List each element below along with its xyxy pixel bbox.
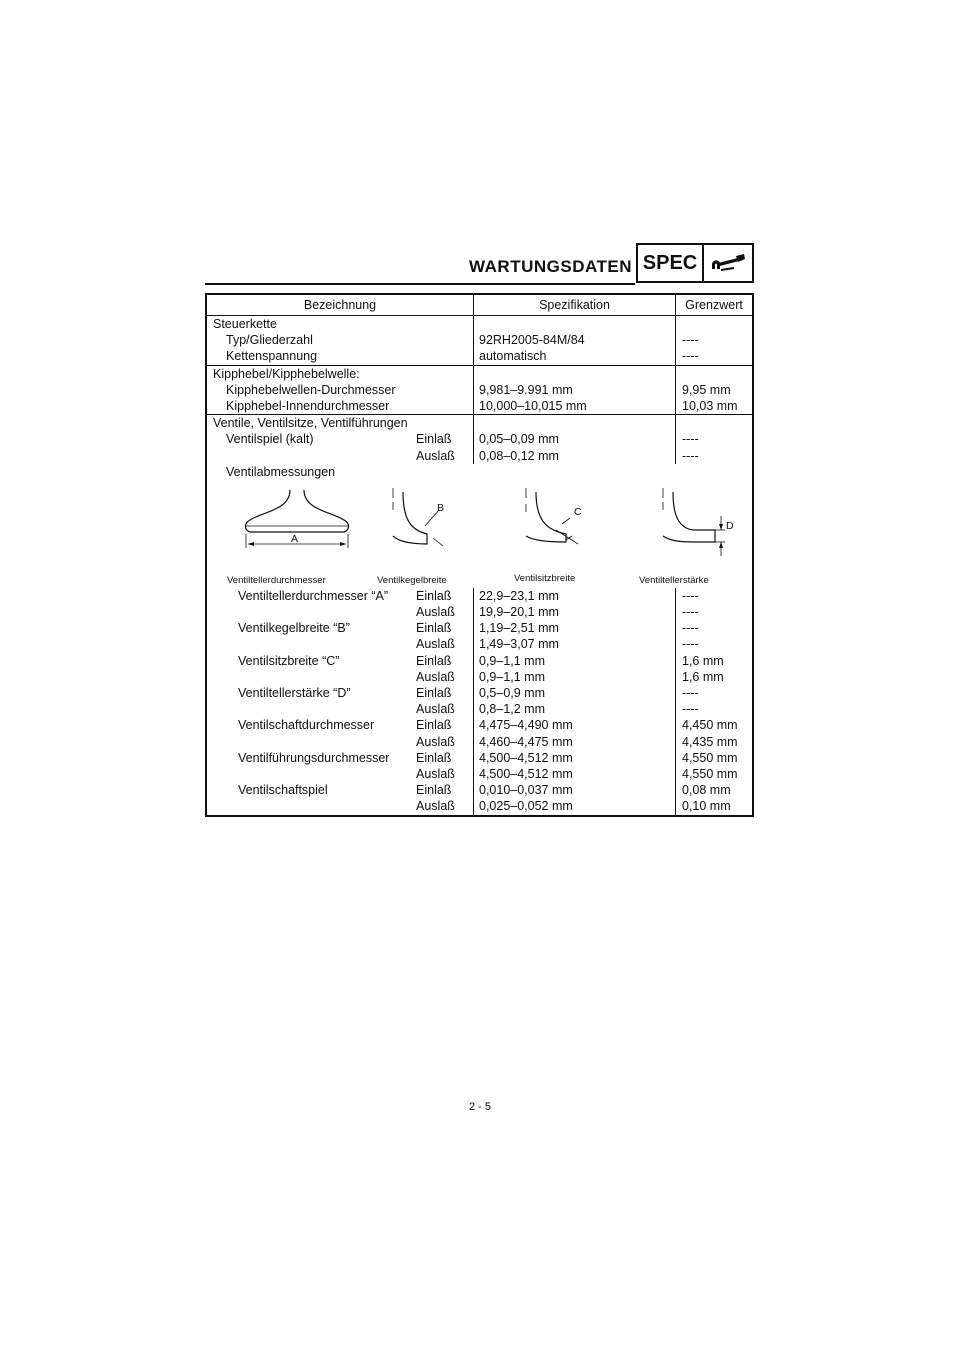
- table-row: Ventilschaftdurchmesser Einlaß 4,475–4,490 mm 4,450 mm: [207, 717, 752, 733]
- spec-badge: [636, 243, 754, 283]
- table-row: Ventilführungsdurchmesser Einlaß 4,500–4,512 mm 4,550 mm: [207, 750, 752, 766]
- table-row: Auslaß 0,9–1,1 mm 1,6 mm: [207, 669, 752, 685]
- dimension-letter: A: [291, 532, 299, 545]
- table-row: Auslaß 19,9–20,1 mm ----: [207, 604, 752, 620]
- table-header: [207, 295, 752, 316]
- col-header-bezeichnung: Bezeichnung: [303, 298, 377, 312]
- header-rule: [205, 283, 635, 285]
- col-header-grenzwert: Grenzwert: [675, 295, 752, 315]
- section-title: Ventile, Ventilsitze, Ventilführungen: [213, 416, 408, 431]
- table-row: Ventilsitzbreite “C” Einlaß 0,9–1,1 mm 1,6 mm: [207, 653, 752, 669]
- valve-diagram-d: [657, 480, 737, 560]
- page-header: [205, 243, 754, 285]
- table-row: Auslaß 1,49–3,07 mm ----: [207, 636, 752, 652]
- table-row: Auslaß 0,025–0,052 mm 0,10 mm: [207, 798, 752, 814]
- page-number: 2 - 5: [468, 1101, 491, 1113]
- dimension-rows: [207, 588, 752, 815]
- col-header-spezifikation: Spezifikation: [473, 295, 675, 315]
- section-title: Kipphebel/Kipphebelwelle:: [213, 366, 360, 381]
- diagram-caption: Ventilsitzbreite: [514, 572, 576, 584]
- section-title: Steuerkette: [213, 317, 277, 331]
- table-row: Ventilschaftspiel Einlaß 0,010–0,037 mm 0,08 mm: [207, 782, 752, 798]
- section-title-row: [207, 414, 752, 431]
- valve-diagrams: [207, 480, 752, 588]
- dimension-letter: B: [437, 501, 445, 514]
- table-row: Kipphebel-Innendurchmesser 10,000–10,015 mm 10,03 mm: [207, 398, 752, 414]
- table-row: Ventiltellerdurchmesser “A” Einlaß 22,9–23,1 mm ----: [207, 588, 752, 604]
- table-row: Auslaß 4,460–4,475 mm 4,435 mm: [207, 734, 752, 750]
- diagram-caption: Ventiltellerstärke: [639, 574, 709, 586]
- section-title-row: [207, 316, 752, 332]
- table-row: Auslaß 0,08–0,12 mm ----: [207, 448, 752, 464]
- dimension-letter: D: [726, 519, 734, 532]
- wrench-icon: [708, 251, 748, 275]
- table-row: Kipphebelwellen-Durchmesser 9,981–9.991 mm 9,95 mm: [207, 382, 752, 398]
- table-row: Kettenspannung automatisch ----: [207, 348, 752, 364]
- page-title: WARTUNGSDATEN: [469, 257, 632, 276]
- diagram-caption: Ventiltellerdurchmesser: [227, 574, 326, 586]
- subheading: Ventilabmessungen: [226, 464, 336, 479]
- valve-diagram-a: [242, 490, 352, 560]
- valve-diagram-c: [522, 480, 592, 560]
- table-row: Typ/Gliederzahl 92RH2005-84M/84 ----: [207, 332, 752, 348]
- dimension-letter: C: [574, 505, 582, 518]
- subheading-row: [207, 464, 752, 480]
- diagram-caption: Ventilkegelbreite: [377, 574, 447, 586]
- table-row: Ventilspiel (kalt) Einlaß 0,05–0,09 mm ----: [207, 431, 752, 447]
- table-row: Auslaß 4,500–4,512 mm 4,550 mm: [207, 766, 752, 782]
- spec-label: SPEC: [638, 245, 704, 281]
- section-title-row: [207, 365, 752, 382]
- table-row: Ventilkegelbreite “B” Einlaß 1,19–2,51 mm ----: [207, 620, 752, 636]
- valve-diagram-b: [387, 480, 457, 560]
- spec-table: [205, 293, 754, 817]
- table-row: Auslaß 0,8–1,2 mm ----: [207, 701, 752, 717]
- table-row: Ventiltellerstärke “D” Einlaß 0,5–0,9 mm ----: [207, 685, 752, 701]
